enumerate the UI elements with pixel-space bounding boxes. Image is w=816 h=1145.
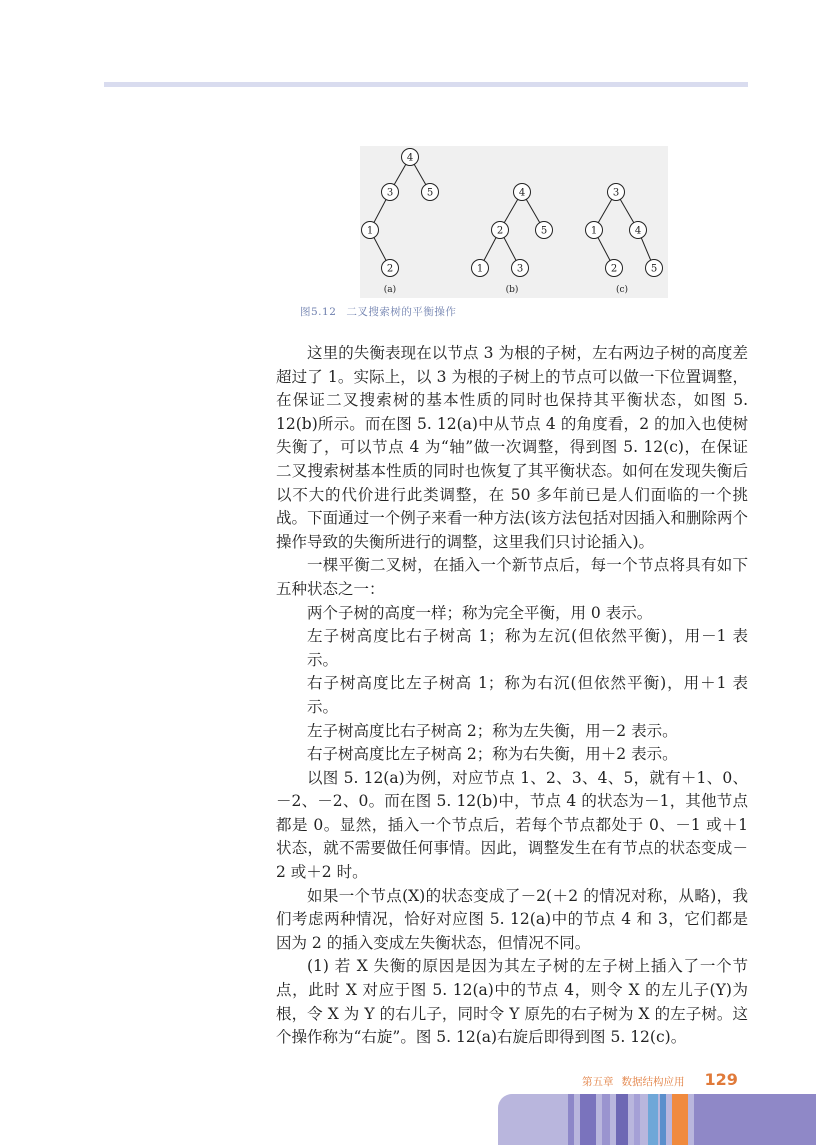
tree-a-label-2: 5 (426, 187, 434, 199)
tree-c-label-3: 2 (610, 263, 618, 275)
deco-stripe (648, 1094, 658, 1145)
state-item-1: 左子树高度比右子树高 1；称为左沉(但依然平衡)，用－1 表示。 (307, 627, 748, 669)
subfig-label-b: (b) (505, 285, 519, 295)
body-text (276, 342, 748, 1050)
page-number: 129 (704, 1070, 738, 1089)
deco-stripe (634, 1094, 640, 1145)
header-rule (104, 82, 748, 87)
subfig-label-c: (c) (615, 285, 629, 295)
footer-chapter: 第五章 (582, 1076, 614, 1088)
figure-caption (300, 304, 466, 319)
tree-a-label-4: 2 (386, 263, 394, 275)
figure-caption-number: 图5.12 (300, 306, 337, 318)
paragraph-five-states-intro: 一棵平衡二叉树，在插入一个新节点后，每一个节点将具有如下五种状态之一： (276, 556, 748, 598)
state-item-2: 右子树高度比左子树高 1；称为右沉(但依然平衡)，用＋1 表示。 (307, 674, 748, 716)
tree-b-label-1: 2 (496, 225, 504, 237)
tree-c-label-1: 1 (590, 225, 598, 237)
tree-c-label-2: 4 (634, 225, 642, 237)
tree-c-label-4: 5 (650, 263, 658, 275)
deco-stripe (672, 1094, 688, 1145)
deco-stripe (602, 1094, 610, 1145)
state-item-0: 两个子树的高度一样；称为完全平衡，用 0 表示。 (307, 603, 653, 622)
tree-b-label-2: 5 (540, 225, 548, 237)
footer-decoration (498, 1094, 816, 1145)
deco-stripe (580, 1094, 596, 1145)
subfig-label-a: (a) (383, 285, 397, 295)
state-item-4: 右子树高度比左子树高 2；称为右失衡，用＋2 表示。 (307, 745, 678, 764)
deco-stripe (616, 1094, 628, 1145)
tree-a-label-1: 3 (386, 187, 394, 199)
paragraph-right-rotation: (1) 若 X 失衡的原因是因为其左子树的左子树上插入了一个节点，此时 X 对应于图 5. 12(a)中的节点 4，则令 X 的左儿子(Y)为根，令 X 为 Y 的右儿子，同时令 Y 原先的右子树为 X 的左子树。这个操作称为“右旋”。图 5. 12(a)右旋后即得到图 5. 12(c)。 (276, 957, 748, 1047)
page-footer (582, 1070, 738, 1089)
tree-c-label-0: 3 (612, 187, 620, 199)
state-item-3: 左子树高度比右子树高 2；称为左失衡，用－2 表示。 (307, 721, 678, 740)
figure-caption-title: 二叉搜索树的平衡操作 (346, 306, 457, 318)
tree-diagram (360, 146, 668, 298)
deco-stripe (694, 1094, 816, 1145)
figure-binary-trees (360, 146, 668, 298)
tree-b-label-0: 4 (518, 187, 526, 199)
tree-a-label-3: 1 (366, 225, 374, 237)
tree-b-label-4: 3 (516, 263, 524, 275)
deco-stripe (660, 1094, 666, 1145)
footer-chapter-title: 数据结构应用 (621, 1076, 685, 1088)
tree-a-label-0: 4 (406, 152, 414, 164)
paragraph-imbalance: 这里的失衡表现在以节点 3 为根的子树，左右两边子树的高度差超过了 1。实际上，以 3 为根的子树上的节点可以做一下位置调整，在保证二叉搜索树的基本性质的同时也保持其平衡状态，如图 5. 12(b)所示。而在图 5. 12(a)中从节点 4 的角度看，2 的加入也使树失衡了，可以节点 4 为“轴”做一次调整，得到图 5. 12(c)，在保证二叉搜索树基本性质的同时也恢复了其平衡状态。如何在发现失衡后以不大的代价进行此类调整，在 50 多年前已是人们面临的一个挑战。下面通过一个例子来看一种方法(该方法包括对因插入和删除两个操作导致的失衡所进行的调整，这里我们只讨论插入)。 (276, 344, 748, 551)
tree-b-label-3: 1 (476, 263, 484, 275)
paragraph-two-cases: 如果一个节点(X)的状态变成了－2(＋2 的情况对称，从略)，我们考虑两种情况，恰好对应图 5. 12(a)中的节点 4 和 3，它们都是因为 2 的插入变成左失衡状态，但情况不同。 (276, 886, 748, 952)
deco-stripe (568, 1094, 574, 1145)
paragraph-example: 以图 5. 12(a)为例，对应节点 1、2、3、4、5，就有＋1、0、－2、－2、0。而在图 5. 12(b)中，节点 4 的状态为－1，其他节点都是 0。显然，插入一个节点后，若每个节点都处于 0、－1 或＋1 状态，就不需要做任何事情。因此，调整发生在有节点的状态变成－2 或＋2 时。 (276, 768, 748, 882)
